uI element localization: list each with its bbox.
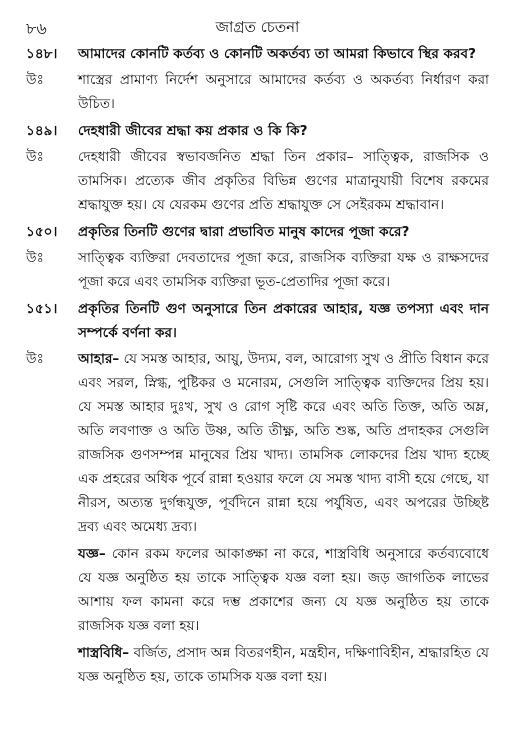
question-number: ১৫১। — [26, 301, 58, 317]
answer-text — [78, 347, 489, 539]
running-title: জাগ্রত চেতনা — [215, 18, 300, 36]
answer-label: উঃ — [26, 72, 44, 88]
answer-text: দেহধারী জীবের স্বভাবজনিত শ্রদ্ধা তিন প্রকার– সাত্ত্বিক, রাজসিক ও তামসিক। প্রত্যেক জীব প্রকৃতির বিভিন্ন গুণের মাত্রানুযায়ী বিশেষ রকমের শ্রদ্ধাযুক্ত হয়। যে যেরকম গুণের প্রতি শ্রদ্ধাযুক্ত সে সেইরকম শ্রদ্ধাবান। — [78, 149, 489, 213]
answer-text: শাস্ত্রের প্রামাণ্য নির্দেশ অনুসারে আমাদের কর্তব্য ও অকর্তব্য নির্ধারণ করা উচিত। — [78, 72, 489, 112]
question-number: ১৫০। — [26, 224, 58, 240]
answer-label: উঃ — [26, 149, 44, 165]
question-text: দেহধারী জীবের শ্রদ্ধা কয় প্রকার ও কি কি? — [78, 123, 308, 139]
answer-text: সাত্ত্বিক ব্যক্তিরা দেবতাদের পূজা করে, রাজসিক ব্যক্তিরা যক্ষ ও রাক্ষসদের পূজা করে এবং তামসিক ব্যক্তিরা ভূত-প্রেতাদির পূজা করে। — [78, 250, 489, 290]
answer-150 — [26, 246, 489, 294]
answer-label: উঃ — [26, 250, 44, 266]
answer-151 — [26, 347, 489, 539]
answer-body: যে সমস্ত আহার, আয়ু, উদ্যম, বল, আরোগ্য সুখ ও প্রীতি বিধান করে এবং সরল, স্নিগ্ধ, পুষ্টিকর ও মনোরম, সেগুলি সাত্ত্বিক ব্যক্তিদের প্রিয় হয়। যে সমস্ত আহার দুঃখ, সুখ ও রোগ সৃষ্টি করে এবং অতি তিক্ত, অতি অম্ল, অতি লবণাক্ত ও অতি উষ্ণ, অতি তীক্ষ্ণ, অতি শুষ্ক, অতি প্রদাহকর সেগুলি রাজসিক গুণসম্পন্ন মানুষের প্রিয় খাদ্য। তামসিক লোকদের প্রিয় খাদ্য হচ্ছে এক প্রহরের অধিক পূর্বে রান্না হওয়ার ফলে যে সমস্ত খাদ্য বাসী হয়ে গেছে, যা নীরস, অত্যন্ত দুর্গন্ধযুক্ত, পূর্বদিনে রান্না হয়ে পর্যুষিত, এবং অপরের উচ্ছিষ্ট দ্রব্য এবং অমেধ্য দ্রব্য। — [78, 351, 490, 535]
paragraph-body: বর্জিত, প্রসাদ অন্ন বিতরণহীন, মন্ত্রহীন, দক্ষিণাবিহীন, শ্রদ্ধারহিত যে যজ্ঞ অনুষ্ঠিত হয়, তাকে তামসিক যজ্ঞ বলা হয়। — [78, 645, 489, 685]
question-text: প্রকৃতির তিনটি গুণের দ্বারা প্রভাবিত মানুষ কাদের পূজা করে? — [78, 224, 410, 240]
page-number: ৮৬ — [26, 19, 47, 38]
answer-149 — [26, 145, 489, 217]
answer-148 — [26, 68, 489, 116]
yajna-paragraph — [78, 542, 489, 638]
paragraph-body: কোন রকম ফলের আকাঙ্ক্ষা না করে, শাস্ত্রবিধি অনুসারে কর্তব্যবোধে যে যজ্ঞ অনুষ্ঠিত হয় তাকে সাত্ত্বিক যজ্ঞ বলা হয়। জড় জাগতিক লাভের আশায় ফল কামনা করে দম্ভ প্রকাশের জন্য যে যজ্ঞ অনুষ্ঠিত হয় তাকে রাজসিক যজ্ঞ বলা হয়। — [78, 546, 489, 634]
question-text: প্রকৃতির তিনটি গুণ অনুসারে তিন প্রকারের আহার, যজ্ঞ তপস্যা এবং দান সম্পর্কে বর্ণনা কর। — [78, 301, 489, 341]
question-text: আমাদের কোনটি কর্তব্য ও কোনটি অকর্তব্য তা আমরা কিভাবে স্থির করব? — [78, 46, 476, 62]
question-151 — [26, 297, 489, 345]
question-148 — [26, 42, 489, 66]
paragraph-term: শাস্ত্রবিধি– — [78, 645, 130, 661]
page-header — [26, 14, 489, 42]
answer-label: উঃ — [26, 351, 44, 367]
answer-term: আহার– — [78, 351, 120, 367]
shastravidhi-paragraph — [78, 641, 489, 689]
question-150 — [26, 220, 489, 244]
question-number: ১৪৮। — [26, 46, 58, 62]
question-number: ১৪৯। — [26, 123, 58, 139]
paragraph-term: যজ্ঞ– — [78, 546, 106, 562]
question-149 — [26, 119, 489, 143]
